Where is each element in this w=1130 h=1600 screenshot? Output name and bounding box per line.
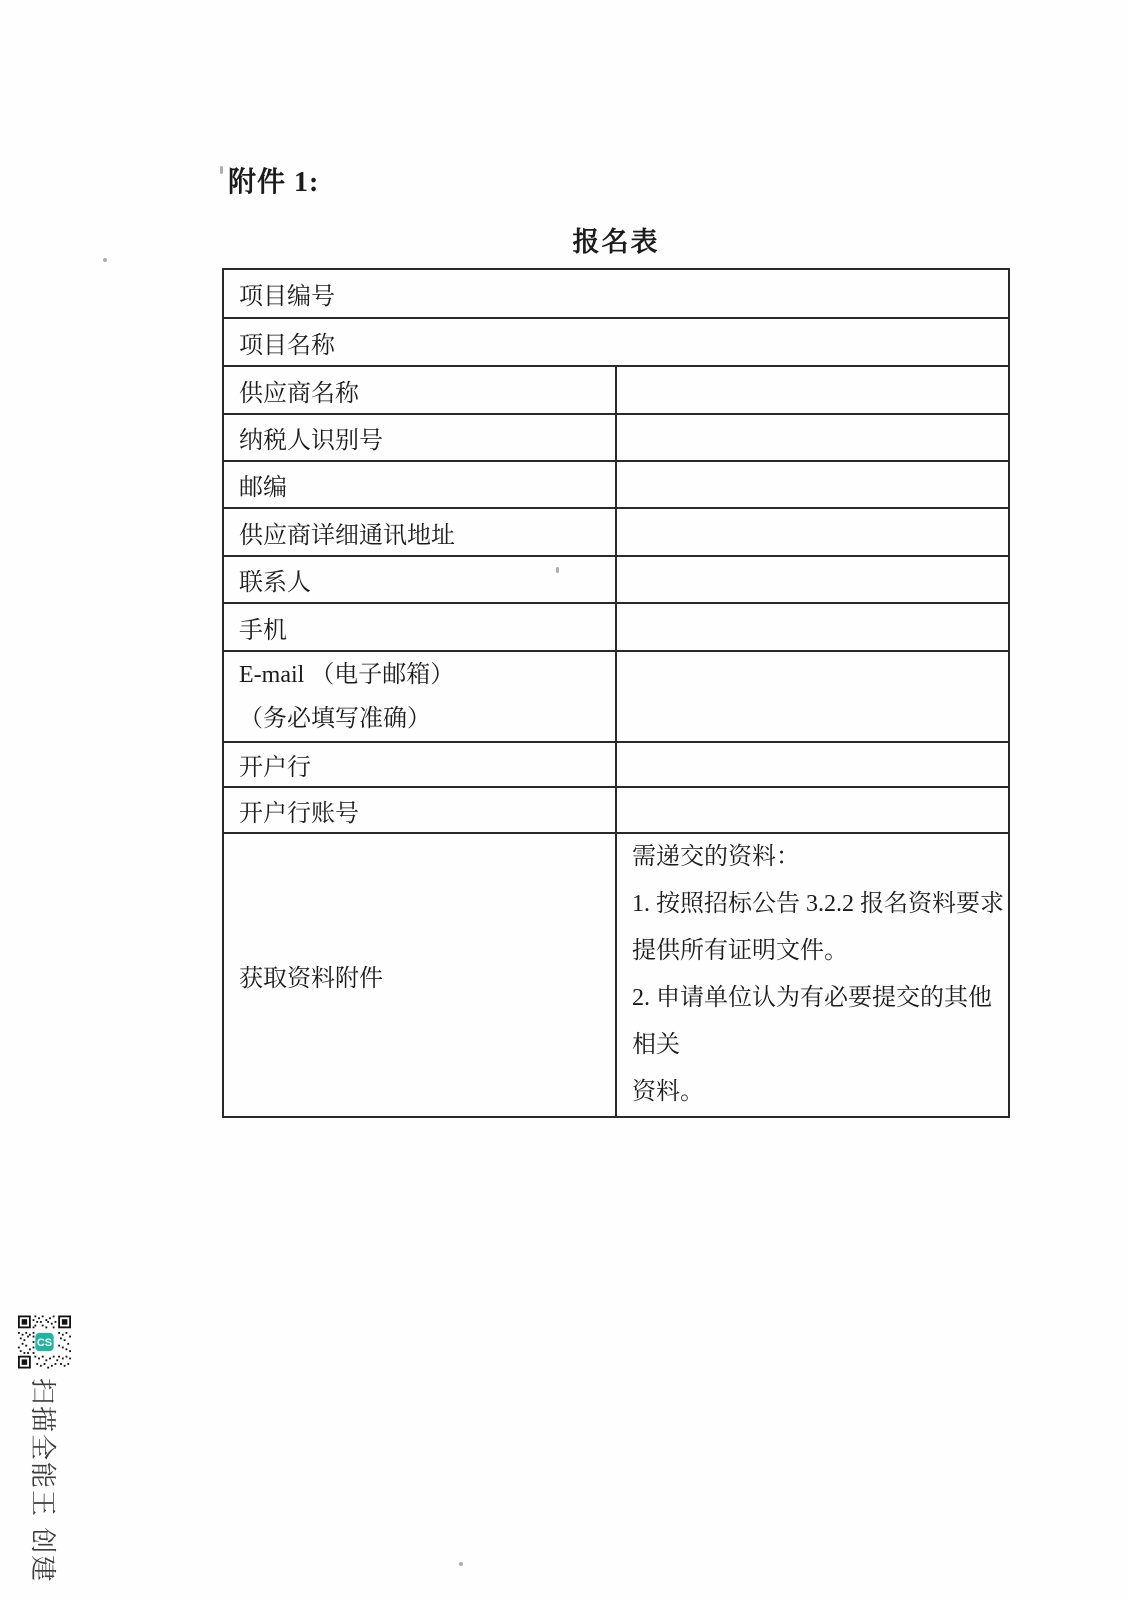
row-value-bank-account <box>616 787 1009 833</box>
row-value-mobile-phone <box>616 603 1009 651</box>
table-row <box>223 414 1009 461</box>
row-label-email <box>223 651 616 742</box>
qr-logo-label: CS <box>36 1336 53 1349</box>
row-value-taxpayer-id <box>616 414 1009 461</box>
qr-code-icon <box>18 1314 71 1370</box>
row-label-materials-attachment: 获取资料附件 <box>223 833 616 1117</box>
scan-artifact-dot <box>556 567 559 573</box>
table-row <box>223 603 1009 651</box>
materials-note-line: 提供所有证明文件。 <box>632 938 848 964</box>
attachment-label: 附件 1: <box>228 167 320 198</box>
row-label-postal-code: 邮编 <box>223 461 616 508</box>
table-row <box>223 508 1009 556</box>
camscanner-qr-code <box>18 1314 71 1370</box>
row-value-postal-code <box>616 461 1009 508</box>
registration-form-table <box>222 268 1010 1118</box>
materials-note-line: 1. 按照招标公告 3.2.2 报名资料要求 <box>632 891 1004 917</box>
materials-note-line: 2. 申请单位认为有必要提交的其他相关 <box>632 985 992 1058</box>
scanner-watermark-caption: 扫描全能王 创建 <box>28 1378 58 1584</box>
row-value-supplier-name <box>616 366 1009 414</box>
row-label-supplier-address: 供应商详细通讯地址 <box>223 508 616 556</box>
table-row <box>223 742 1009 787</box>
row-label-bank: 开户行 <box>223 742 616 787</box>
row-label-taxpayer-id: 纳税人识别号 <box>223 414 616 461</box>
row-label-supplier-name: 供应商名称 <box>223 366 616 414</box>
form-title: 报名表 <box>572 227 660 257</box>
table-row <box>223 461 1009 508</box>
scan-artifact-dot <box>103 258 107 262</box>
row-label-project-number: 项目编号 <box>223 269 1009 318</box>
row-value-bank <box>616 742 1009 787</box>
scan-artifact-dot <box>459 1562 463 1566</box>
email-label-line1: E-mail （电子邮箱） <box>239 661 455 688</box>
email-label-line2: （务必填写准确） <box>239 705 431 732</box>
row-label-bank-account: 开户行账号 <box>223 787 616 833</box>
row-value-email <box>616 651 1009 742</box>
materials-note-line: 需递交的资料： <box>632 844 800 870</box>
scan-artifact-dot <box>220 166 223 174</box>
materials-note-line: 资料。 <box>632 1079 704 1105</box>
table-row <box>223 787 1009 833</box>
row-label-contact-person: 联系人 <box>223 556 616 603</box>
row-label-project-name: 项目名称 <box>223 318 1009 366</box>
table-row <box>223 651 1009 742</box>
row-value-supplier-address <box>616 508 1009 556</box>
table-row <box>223 556 1009 603</box>
row-value-materials-attachment <box>616 833 1009 1117</box>
row-value-contact-person <box>616 556 1009 603</box>
row-label-mobile-phone: 手机 <box>223 603 616 651</box>
table-row <box>223 269 1009 318</box>
table-row <box>223 318 1009 366</box>
table-row <box>223 833 1009 1117</box>
table-row <box>223 366 1009 414</box>
